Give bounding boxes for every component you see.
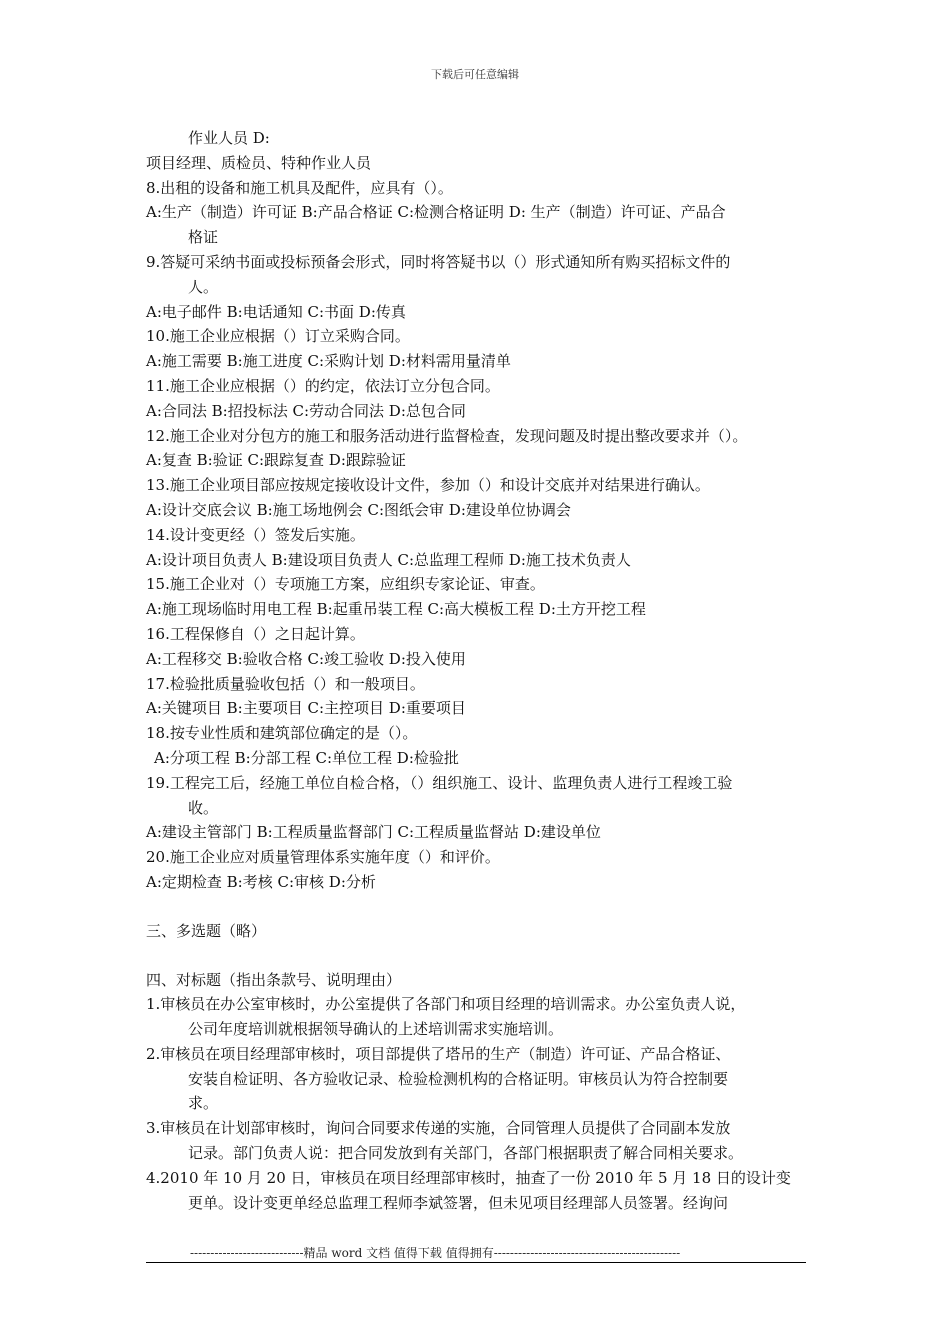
- text-line: 19.工程完工后，经施工单位自检合格，（）组织施工、设计、监理负责人进行工程竣工验: [146, 773, 733, 792]
- footer-text: ----------------------------精品 word 文档 值得下载 值得拥有----------------------------------------------: [190, 1246, 681, 1260]
- footer-rule: [146, 1262, 806, 1263]
- text-line: 记录。部门负责人说：把合同发放到有关部门，各部门根据职责了解合同相关要求。: [188, 1144, 744, 1163]
- text-line: 16.工程保修自（）之日起计算。: [146, 624, 365, 643]
- text-line: 13.施工企业项目部应按规定接收设计文件，参加（）和设计交底并对结果进行确认。: [146, 476, 710, 495]
- text-line: A:施工需要 B:施工进度 C:采购计划 D:材料需用量清单: [146, 352, 511, 371]
- text-line: A:设计项目负责人 B:建设项目负责人 C:总监理工程师 D:施工技术负责人: [146, 550, 631, 569]
- text-line: 11.施工企业应根据（）的约定，依法订立分包合同。: [146, 376, 500, 395]
- text-line: 10.施工企业应根据（）订立采购合同。: [146, 327, 410, 346]
- text-line: 格证: [188, 228, 219, 247]
- text-line: 公司年度培训就根据领导确认的上述培训需求实施培训。: [188, 1020, 564, 1039]
- text-line: A:关键项目 B:主要项目 C:主控项目 D:重要项目: [146, 699, 466, 718]
- text-line: 4.2010 年 10 月 20 日，审核员在项目经理部审核时，抽查了一份 2010 年 5 月 18 日的设计变: [146, 1168, 791, 1187]
- text-line: 更单。设计变更单经总监理工程师李斌签署，但未见项目经理部人员签署。经询问: [188, 1193, 729, 1212]
- text-line: 8.出租的设备和施工机具及配件，应具有（）。: [146, 178, 453, 197]
- text-line: 17.检验批质量验收包括（）和一般项目。: [146, 674, 425, 693]
- text-line: A:合同法 B:招投标法 C:劳动合同法 D:总包合同: [146, 401, 466, 420]
- text-line: 20.施工企业应对质量管理体系实施年度（）和评价。: [146, 848, 500, 867]
- text-line: A:设计交底会议 B:施工场地例会 C:图纸会审 D:建设单位协调会: [146, 500, 571, 519]
- text-line: 3.审核员在计划部审核时，询问合同要求传递的实施，合同管理人员提供了合同副本发放: [146, 1119, 731, 1138]
- text-line: A:定期检查 B:考核 C:审核 D:分析: [146, 872, 376, 891]
- text-line: 人。: [188, 277, 219, 296]
- page-header: 下载后可任意编辑: [431, 68, 519, 81]
- text-line: 三、多选题（略）: [146, 921, 267, 940]
- text-line: 收。: [188, 798, 219, 817]
- text-line: 2.审核员在项目经理部审核时，项目部提供了塔吊的生产（制造）许可证、产品合格证、: [146, 1044, 731, 1063]
- text-line: 9.答疑可采纳书面或投标预备会形式，同时将答疑书以（）形式通知所有购买招标文件的: [146, 252, 731, 271]
- text-line: 14.设计变更经（）签发后实施。: [146, 525, 365, 544]
- text-line: A:分项工程 B:分部工程 C:单位工程 D:检验批: [154, 748, 459, 767]
- text-line: 15.施工企业对（）专项施工方案，应组织专家论证、审查。: [146, 575, 545, 594]
- text-line: 18.按专业性质和建筑部位确定的是（）。: [146, 724, 418, 743]
- text-line: A:生产（制造）许可证 B:产品合格证 C:检测合格证明 D: 生产（制造）许可证、产品合: [146, 203, 726, 222]
- text-line: 项目经理、质检员、特种作业人员: [146, 153, 372, 172]
- text-line: 四、对标题（指出条款号、说明理由）: [146, 970, 402, 989]
- page-footer: [146, 1244, 806, 1262]
- text-line: 1.审核员在办公室审核时，办公室提供了各部门和项目经理的培训需求。办公室负责人说，: [146, 995, 746, 1014]
- text-line: A:建设主管部门 B:工程质量监督部门 C:工程质量监督站 D:建设单位: [146, 823, 601, 842]
- blank-line: [146, 944, 806, 968]
- document-body: [146, 126, 806, 1215]
- text-line: 12.施工企业对分包方的施工和服务活动进行监督检查，发现问题及时提出整改要求并（）。: [146, 426, 748, 445]
- text-line: A:施工现场临时用电工程 B:起重吊装工程 C:高大模板工程 D:土方开挖工程: [146, 600, 646, 619]
- text-line: 安装自检证明、各方验收记录、检验检测机构的合格证明。审核员认为符合控制要: [188, 1069, 729, 1088]
- text-line: A:电子邮件 B:电话通知 C:书面 D:传真: [146, 302, 406, 321]
- text-line: 作业人员 D:: [188, 129, 270, 147]
- blank-line: [146, 895, 806, 919]
- text-line: A:工程移交 B:验收合格 C:竣工验收 D:投入使用: [146, 649, 466, 668]
- text-line: 求。: [188, 1094, 219, 1113]
- text-line: A:复查 B:验证 C:跟踪复查 D:跟踪验证: [146, 451, 406, 470]
